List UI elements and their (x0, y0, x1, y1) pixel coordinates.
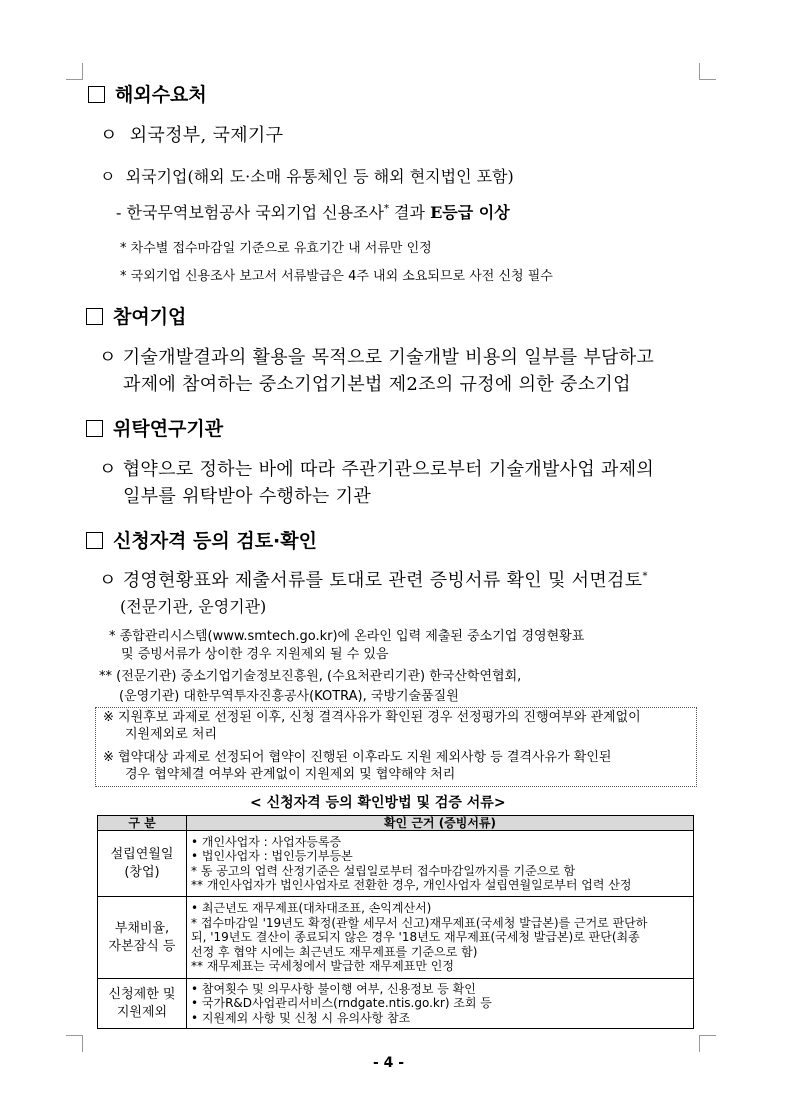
table-header-basis: 확인 근거 (증빙서류) (187, 816, 694, 831)
bullet-foreign-gov: ㅇ 외국정부, 국제기구 (100, 125, 284, 146)
footnote: * 차수별 접수마감일 기준으로 유효기간 내 서류만 인정 (120, 241, 432, 256)
crop-mark (82, 63, 83, 80)
table-cell-category: 부채비율, 자본잠식 등 (98, 897, 187, 979)
table-cell-basis: • 참여횟수 및 의무사항 불이행 여부, 신용정보 등 확인 • 국가R&D사업관리서비스(rndgate.ntis.go.kr) 조회 등 • 지원제외 사항 및 신청 시 유의사항 참조 (187, 979, 694, 1029)
credit-check-requirement: - 한국무역보험공사 국외기업 신용조사* 결과 E등급 이상 (116, 203, 510, 222)
crop-mark (66, 79, 83, 80)
verification-table (97, 815, 694, 1029)
footnote: * 종합관리시스템(www.smtech.go.kr)에 온라인 입력 제출된 중소기업 경영현황표 (109, 629, 585, 644)
table-cell-basis: • 개인사업자 : 사업자등록증 • 법인사업자 : 법인등기부등본 * 동 공고의 업력 산정기준은 설립일로부터 접수마감일까지를 기준으로 함 ** 개인사업자가 법인사업자로 전환한 경우, 개인사업자 설립연월일로부터 업력 산정 (187, 831, 694, 897)
table-cell-category: 설립연월일 (창업) (98, 831, 187, 897)
table-caption: < 신청자격 등의 확인방법 및 검증 서류> (250, 795, 506, 811)
paragraph-line: (전문기관, 운영기관) (120, 597, 267, 616)
crop-mark (699, 63, 700, 80)
table-row (98, 979, 694, 1029)
table-cell-category: 신청제한 및 지원제외 (98, 979, 187, 1029)
checkbox-square-icon (86, 420, 103, 437)
notice-line: ※ 협약대상 과제로 선정되어 협약이 진행된 이후라도 지원 제외사항 등 결격사유가 확인된 (103, 750, 612, 765)
crop-mark (699, 1035, 716, 1036)
paragraph-line: ㅇ 협약으로 정하는 바에 따라 주관기관으로부터 기술개발사업 과제의 (99, 459, 655, 480)
notice-line: ※ 지원후보 과제로 선정된 이후, 신청 결격사유가 확인된 경우 선정평가의 진행여부와 관계없이 (103, 710, 641, 725)
paragraph-line: ㅇ 기술개발결과의 활용을 목적으로 기술개발 비용의 일부를 부담하고 (99, 347, 655, 368)
page-number: - 4 - (373, 1055, 405, 1071)
table-header-row (98, 816, 694, 831)
checkbox-square-icon (88, 86, 105, 103)
table-row (98, 831, 694, 897)
paragraph-line: ㅇ 경영현황표와 제출서류를 토대로 관련 증빙서류 확인 및 서면검토* (99, 570, 648, 591)
footnote: (운영기관) 대한무역투자진흥공사(KOTRA), 국방기술품질원 (119, 689, 459, 704)
table-cell-basis: • 최근년도 재무제표(대차대조표, 손익계산서) * 접수마감일 '19년도 확정(관할 세무서 신고)재무제표(국세청 발급본)를 근거로 판단하 되, '19년도 결산이 종료되지 않은 경우 '18년도 재무제표(국세청 발급본)로 판단(최종 선정 후 협약 시에는 최근년도 재무제표를 기준으로 함) ** 재무제표는 국세청에서 발급한 재무제표만 인정 (187, 897, 694, 979)
notice-line: 경우 협약체결 여부와 관계없이 지원제외 및 협약해약 처리 (125, 767, 456, 782)
table-row (98, 897, 694, 979)
section-heading-consigned-research: 위탁연구기관 (86, 414, 223, 441)
bullet-foreign-company: ㅇ 외국기업(해외 도·소매 유통체인 등 해외 현지법인 포함) (100, 167, 514, 186)
footnote: ** (전문기관) 중소기업기술정보진흥원, (수요처관리기관) 한국산학연협회, (99, 669, 522, 684)
checkbox-square-icon (86, 532, 103, 549)
paragraph-line: 일부를 위탁받아 수행하는 기관 (123, 486, 372, 507)
paragraph-line: 과제에 참여하는 중소기업기본법 제2조의 규정에 의한 중소기업 (123, 374, 631, 395)
footnote: * 국외기업 신용조사 보고서 서류발급은 4주 내외 소요되므로 사전 신청 필수 (120, 269, 553, 284)
section-heading-overseas-demand: 해외수요처 (88, 80, 207, 107)
table-header-category: 구 분 (98, 816, 187, 831)
section-heading-participating-company: 참여기업 (86, 302, 186, 329)
crop-mark (699, 79, 716, 80)
footnote: 및 증빙서류가 상이한 경우 지원제외 될 수 있음 (121, 647, 389, 662)
crop-mark (82, 1035, 83, 1052)
section-heading-eligibility-review: 신청자격 등의 검토·확인 (86, 526, 317, 553)
crop-mark (699, 1035, 700, 1052)
crop-mark (66, 1035, 83, 1036)
checkbox-square-icon (86, 308, 103, 325)
notice-line: 지원제외로 처리 (125, 727, 218, 742)
